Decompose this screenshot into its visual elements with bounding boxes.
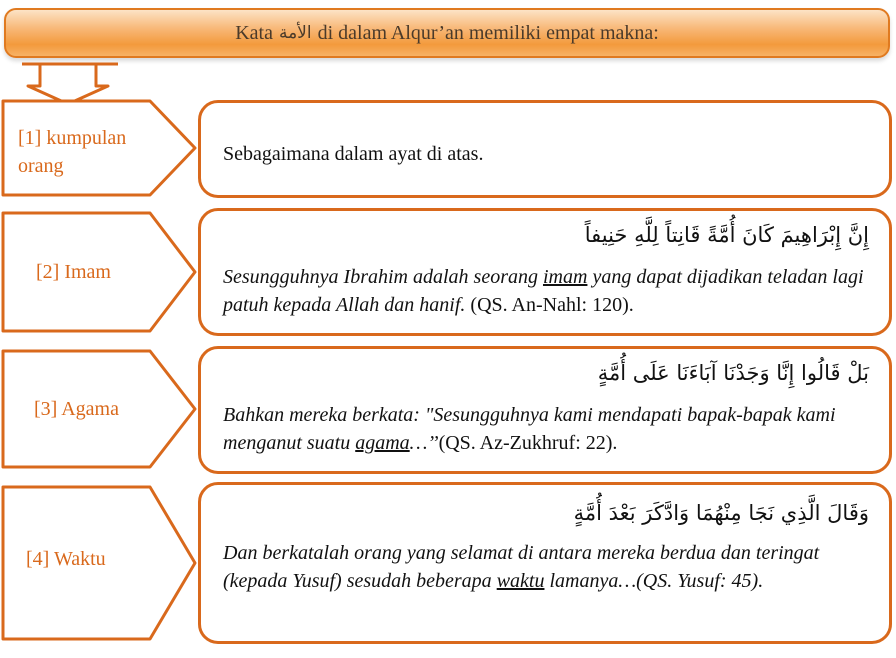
- reference-3: (QS. Az-Zukhruf: 22).: [438, 432, 618, 454]
- translation-4-keyword: waktu: [496, 570, 545, 592]
- content-box-1: [198, 100, 892, 198]
- reference-2: (QS. An-Nahl: 120).: [470, 294, 634, 316]
- label-kumpulan-orang: [1] kumpulan orang: [18, 127, 127, 177]
- arabic-verse-2: إِنَّ إِبْرَاهِيمَ كَانَ أُمَّةً قَانِتاً لِلَّهِ حَنِيفاً: [584, 223, 869, 247]
- arabic-verse-3: بَلْ قَالُوا إِنَّا وَجَدْنَا آبَاءَنَا عَلَى أُمَّةٍ: [597, 361, 869, 385]
- translation-2-a: Sesungguhnya Ibrahim adalah seorang: [223, 266, 538, 288]
- translation-2-b: yang dapat dijadikan teladan lagi patuh kepada Allah dan hanif.: [223, 266, 864, 316]
- down-arrow-icon: [0, 0, 140, 110]
- translation-3: [223, 401, 875, 457]
- content-box-3: [198, 346, 892, 474]
- label-imam: [2] Imam: [36, 261, 111, 283]
- content-box-2: [198, 208, 892, 336]
- reference-4: (QS. Yusuf: 45).: [636, 570, 764, 592]
- label-waktu: [4] Waktu: [26, 548, 106, 570]
- translation-4: [223, 539, 875, 595]
- translation-4-a: Dan berkatalah orang yang selamat di antara mereka berdua dan teringat (kepada Yusuf) sesudah beberapa: [223, 542, 820, 592]
- header-suffix: di dalam Alqur’an memiliki empat makna:: [317, 21, 659, 44]
- translation-4-b: lamanya…: [549, 570, 637, 592]
- header-prefix: Kata: [235, 21, 273, 44]
- label-agama: [3] Agama: [34, 398, 119, 420]
- translation-2-keyword: imam: [542, 266, 588, 288]
- content-box-4: [198, 482, 892, 644]
- content-text-1: Sebagaimana dalam ayat di atas.: [223, 143, 484, 165]
- arabic-verse-4: وَقَالَ الَّذِي نَجَا مِنْهُمَا وَادَّكَرَ بَعْدَ أُمَّةٍ: [573, 501, 869, 525]
- translation-3-b: …’’: [409, 432, 439, 454]
- header-arabic: الأمة: [278, 23, 312, 43]
- translation-3-keyword: agama: [355, 432, 410, 454]
- translation-2: [223, 263, 875, 319]
- translation-3-a: Bahkan mereka berkata: "Sesungguhnya kami mendapati bapak-bapak kami menganut suatu: [223, 404, 836, 454]
